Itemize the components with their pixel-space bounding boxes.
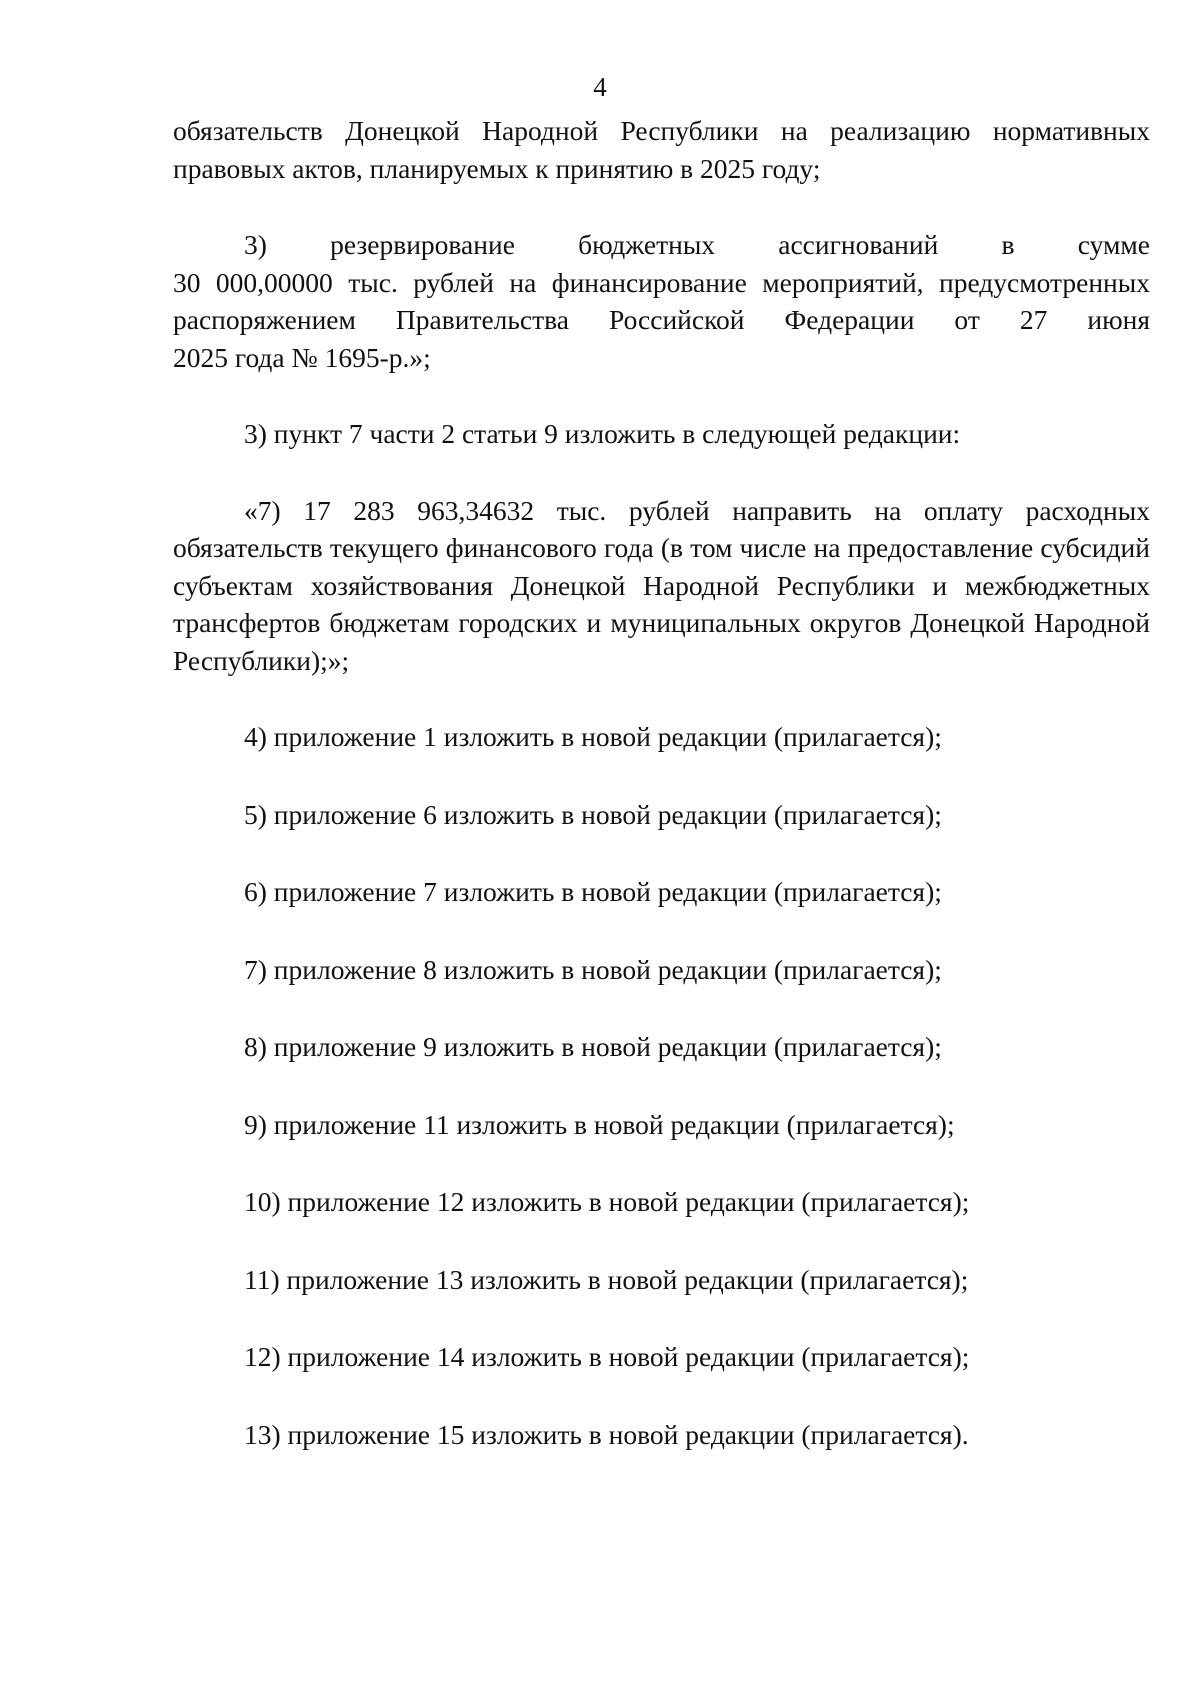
paragraph-reservation-line-1: 3) резервирование бюджетных ассигнований в сумме (244, 229, 1150, 260)
list-item: 10) приложение 12 изложить в новой редакции (прилагается); (244, 1186, 970, 1217)
paragraph-reservation-line-2: 30 000,00000 тыс. рублей на финансирование мероприятий, предусмотренных (173, 266, 1150, 298)
document-body (173, 112, 1150, 1493)
list-item: 11) приложение 13 изложить в новой редакции (прилагается); (244, 1263, 969, 1295)
page-number: 4 (593, 72, 607, 102)
list-item: 4) приложение 1 изложить в новой редакции (прилагается); (244, 721, 942, 752)
list-item: 9) приложение 11 изложить в новой редакции (прилагается); (244, 1108, 955, 1140)
list-item: 12) приложение 14 изложить в новой редакции (прилагается); (244, 1341, 970, 1372)
appendix-list (173, 718, 1150, 1453)
paragraph-point-7-text: «7) 17 283 963,34632 тыс. рублей направить на оплату расходных обязательств текущего финансового года (в том числе на предоставление субсидий субъектам хозяйствования Донецкой Народной Республики и межбюджетных трансфертов бюджетам городских и муниципальных округов Донецкой Народной Республики);»; (173, 494, 1150, 676)
list-item: 5) приложение 6 изложить в новой редакции (прилагается); (244, 798, 942, 830)
list-item: 13) приложение 15 изложить в новой редакции (прилагается). (244, 1418, 969, 1450)
paragraph-reservation-line-4: 2025 года № 1695-р.»; (173, 341, 431, 373)
paragraph-continuation: обязательств Донецкой Народной Республики на реализацию нормативных правовых актов, планируемых к принятию в 2025 году; (173, 115, 1150, 184)
list-item: 7) приложение 8 изложить в новой редакции (прилагается); (244, 953, 942, 985)
list-item: 8) приложение 9 изложить в новой редакции (прилагается); (244, 1031, 942, 1062)
paragraph-point-7: 3) пункт 7 части 2 статьи 9 изложить в следующей редакции: (244, 418, 961, 449)
list-item: 6) приложение 7 изложить в новой редакции (прилагается); (244, 876, 942, 907)
paragraph-reservation (173, 226, 1150, 376)
paragraph-reservation-line-3: распоряжением Правительства Российской Федерации от 27 июня (173, 304, 1150, 335)
